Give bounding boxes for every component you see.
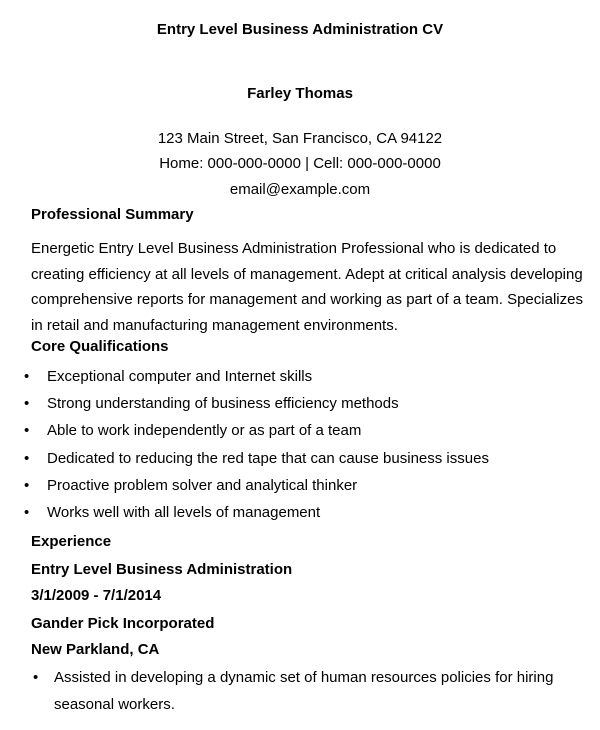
duty-text [54,664,553,718]
phone-numbers: Home: 000-000-0000 | Cell: 000-000-0000 [159,155,441,172]
bullet-icon: • [24,503,30,521]
duty-line: Assisted in developing a dynamic set of human resources policies for hiring [54,669,554,686]
bullet-icon: • [24,368,30,385]
bullet-icon: • [24,476,30,494]
duty-line: seasonal workers. [54,696,175,713]
job-title: Entry Level Business Administration [31,561,293,578]
qualification-text: Proactive problem solver and analytical thinker [47,476,358,494]
bullet-icon: • [33,669,39,686]
summary-line: Energetic Entry Level Business Administration Professional who is dedicated to [31,240,557,257]
email-address: email@example.com [229,181,371,198]
qualifications-heading: Core Qualifications [31,338,169,355]
address: 123 Main Street, San Francisco, CA 94122 [157,130,443,147]
summary-line: creating efficiency at all levels of management. Adept at critical analysis developing [31,265,583,283]
document-title: Entry Level Business Administration CV [156,21,444,38]
job-location: New Parkland, CA [31,641,160,658]
summary-line: in retail and manufacturing management environments. [31,316,398,334]
summary-heading: Professional Summary [31,206,194,223]
summary-line: comprehensive reports for management and working as part of a team. Specializes [31,291,583,308]
list-item [0,477,600,504]
list-item [0,504,600,531]
bullet-icon: • [24,395,30,413]
list-item [0,450,600,477]
qualification-text: Able to work independently or as part of a team [47,422,362,440]
qualification-text: Works well with all levels of management [47,503,321,521]
experience-heading: Experience [31,533,112,550]
job-dates: 3/1/2009 - 7/1/2014 [31,587,162,604]
list-item [0,422,600,449]
qualifications-list [0,368,600,531]
candidate-name: Farley Thomas [247,85,353,102]
qualification-text: Dedicated to reducing the red tape that can cause business issues [47,449,489,467]
qualification-text: Strong understanding of business efficiency methods [47,395,399,413]
employer-name: Gander Pick Incorporated [31,615,215,632]
list-item [0,368,600,395]
qualification-text: Exceptional computer and Internet skills [47,368,313,385]
bullet-icon: • [24,449,30,467]
bullet-icon: • [24,422,30,440]
list-item [0,395,600,422]
summary-paragraph [31,236,583,338]
